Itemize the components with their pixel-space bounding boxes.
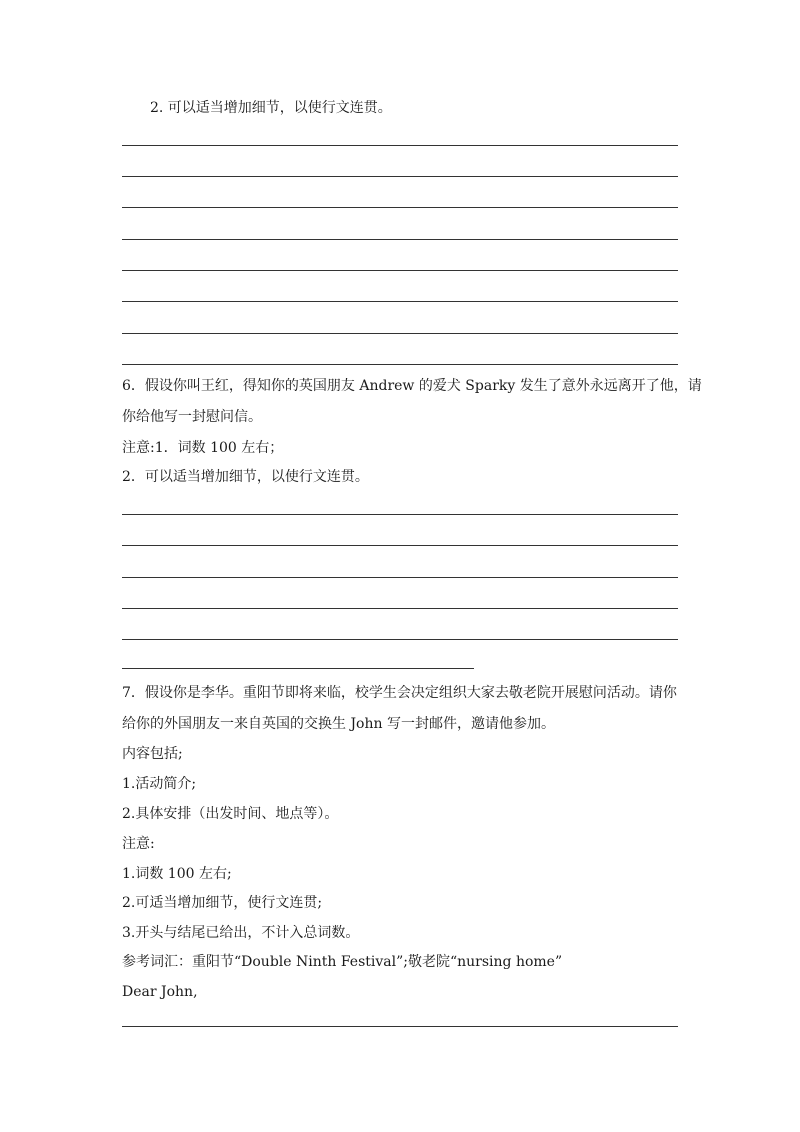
q6-prompt-line-2: 你给他写一封慰问信。 — [122, 409, 262, 425]
q7-salutation: Dear John, — [122, 984, 198, 1000]
q6-prompt-line-1: 6．假设你叫王红，得知你的英国朋友 Andrew 的爱犬 Sparky 发生了意外永远离开了他，请 — [122, 378, 702, 394]
q6-note-1: 注意:1．词数 100 左右； — [122, 440, 284, 456]
answer-line[interactable] — [122, 176, 678, 177]
answer-line[interactable] — [122, 608, 678, 609]
q7-note-item: 2.可适当增加细节，使行文连贯; — [122, 895, 323, 911]
answer-line[interactable] — [122, 207, 678, 208]
q7-content-item: 1.活动简介; — [122, 776, 197, 792]
answer-line[interactable] — [122, 545, 678, 546]
q7-prompt-line-1: 7．假设你是李华。重阳节即将来临，校学生会决定组织大家去敬老院开展慰问活动。请你 — [122, 685, 677, 701]
answer-line[interactable] — [122, 514, 678, 515]
q7-prompt-line-2: 给你的外国朋友一来自英国的交换生 John 写一封邮件，邀请他参加。 — [122, 716, 555, 732]
answer-line[interactable] — [122, 270, 678, 271]
answer-line[interactable] — [122, 639, 678, 640]
answer-line[interactable] — [122, 577, 678, 578]
q7-reference-vocab: 参考词汇：重阳节“Double Ninth Festival”;敬老院“nursing home” — [122, 954, 563, 970]
q7-note-item: 3.开头与结尾已给出，不计入总词数。 — [122, 925, 360, 941]
answer-line[interactable] — [122, 668, 474, 669]
q6-note-2: 2．可以适当增加细节，以使行文连贯。 — [122, 469, 369, 485]
answer-line[interactable] — [122, 239, 678, 240]
q7-content-heading: 内容包括; — [122, 746, 183, 762]
answer-line[interactable] — [122, 1026, 678, 1027]
answer-line[interactable] — [122, 301, 678, 302]
q7-content-item: 2.具体安排（出发时间、地点等）。 — [122, 806, 339, 822]
answer-line[interactable] — [122, 145, 678, 146]
q7-note-item: 1.词数 100 左右; — [122, 866, 232, 882]
q5-note-2: 2. 可以适当增加细节，以使行文连贯。 — [150, 100, 392, 116]
q7-notes-heading: 注意: — [122, 836, 155, 852]
answer-line[interactable] — [122, 333, 678, 334]
answer-line[interactable] — [122, 364, 678, 365]
